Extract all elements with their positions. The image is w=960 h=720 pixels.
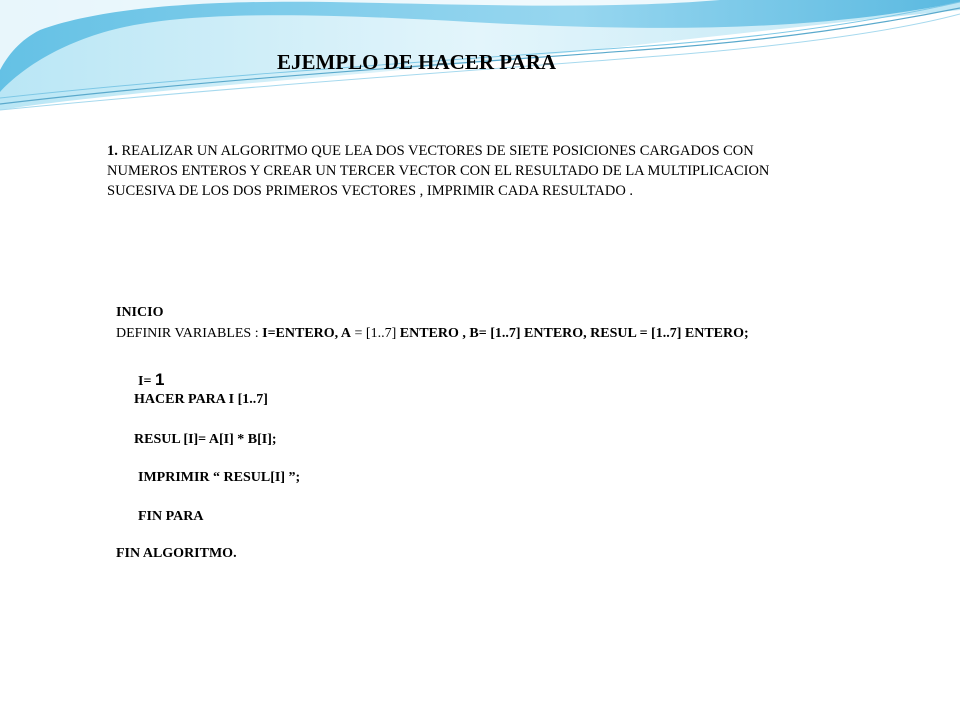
code-line-fin-para: FIN PARA — [138, 509, 204, 524]
init-label: I= — [138, 374, 155, 389]
code-line-fin-algoritmo: FIN ALGORITMO. — [116, 546, 237, 561]
init-value: 1 — [154, 370, 165, 389]
code-line-imprimir: IMPRIMIR “ RESUL[I] ”; — [138, 470, 301, 485]
definir-part-2: I=ENTERO, — [262, 326, 341, 341]
problem-text: REALIZAR UN ALGORITMO QUE LEA DOS VECTORES DE SIETE POSICIONES CARGADOS CON NUMEROS ENTEROS Y CREAR UN TERCER VECTOR CON EL RESULTADO DE LA MULTIPLICACION SUCESIVA DE LOS DOS PRIMEROS VECTORES , IMPRIMIR CADA RESULTADO . — [107, 143, 770, 199]
slide-title: EJEMPLO DE HACER PARA — [277, 50, 557, 74]
problem-statement — [107, 141, 807, 201]
problem-number: 1. — [107, 143, 118, 159]
definir-part-1: DEFINIR VARIABLES : — [116, 326, 263, 341]
code-line-definir — [116, 326, 749, 342]
definir-part-3: A — [340, 326, 352, 341]
code-line-init — [138, 370, 164, 390]
code-line-inicio: INICIO — [116, 305, 164, 320]
code-line-hacer-para: HACER PARA I [1..7] — [134, 392, 268, 407]
code-line-resul: RESUL [I]= A[I] * B[I]; — [134, 432, 277, 447]
definir-part-4: = [1..7] — [351, 326, 400, 341]
definir-part-5: ENTERO , B= [1..7] ENTERO, RESUL = [1..7] ENTERO; — [399, 326, 749, 341]
